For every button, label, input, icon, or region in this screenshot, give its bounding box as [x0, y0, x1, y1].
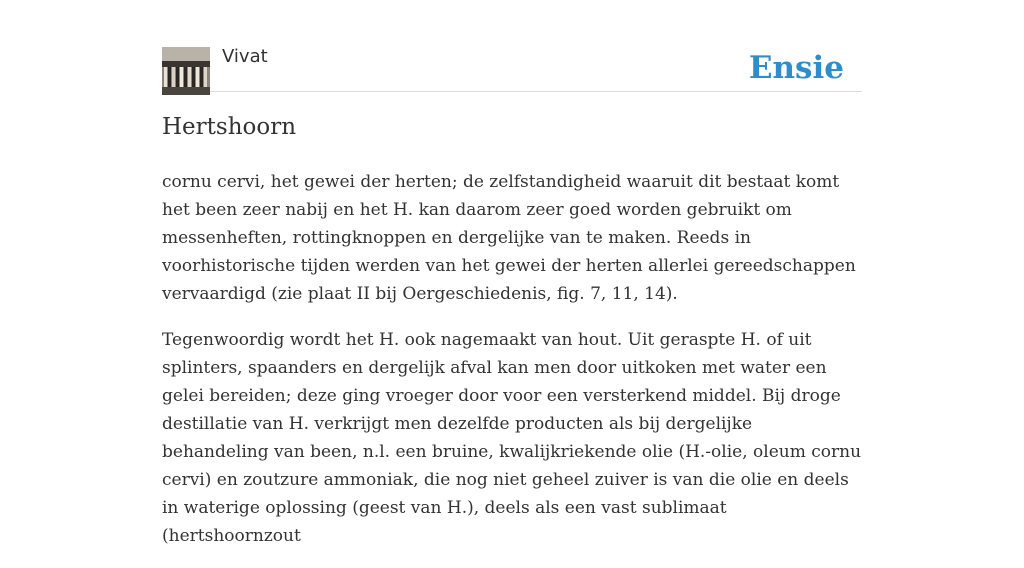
article-title: Hertshoorn [162, 114, 297, 140]
source-name-link[interactable]: Vivat [222, 46, 268, 67]
article-paragraph: Tegenwoordig wordt het H. ook nagemaakt van hout. Uit geraspte H. of uit splinters, spaanders en dergelijk afval kan men door uitkoken met water een gelei bereiden; deze ging vroeger door voor een versterkend middel. Bij droge destillatie van H. verkrijgt men dezelfde producten als bij dergelijke behandeling van been, n.l. een bruine, kwalijkriekende olie (H.-olie, oleum cornu cervi) en zoutzure ammoniak, die nog niet geheel zuiver is van die olie en deels in waterige oplossing (geest van H.), deels als een vast sublimaat (hertshoornzout [162, 330, 862, 546]
page [162, 0, 862, 546]
article-paragraph: cornu cervi, het gewei der herten; de zelfstandigheid waaruit dit bestaat komt het been zeer nabij en het H. kan daarom zeer goed worden gebruikt om messenheften, rottingknoppen en dergelijke van te maken. Reeds in voorhistorische tijden werden van het gewei der herten allerlei gereedschappen vervaardigd (zie plaat II bij Oergeschiedenis, fig. 7, 11, 14). [162, 172, 856, 304]
ensie-logo[interactable]: Ensie [748, 50, 844, 86]
article-body [162, 168, 862, 568]
books-icon [162, 47, 210, 95]
source-avatar[interactable] [162, 47, 210, 95]
header [162, 0, 862, 92]
